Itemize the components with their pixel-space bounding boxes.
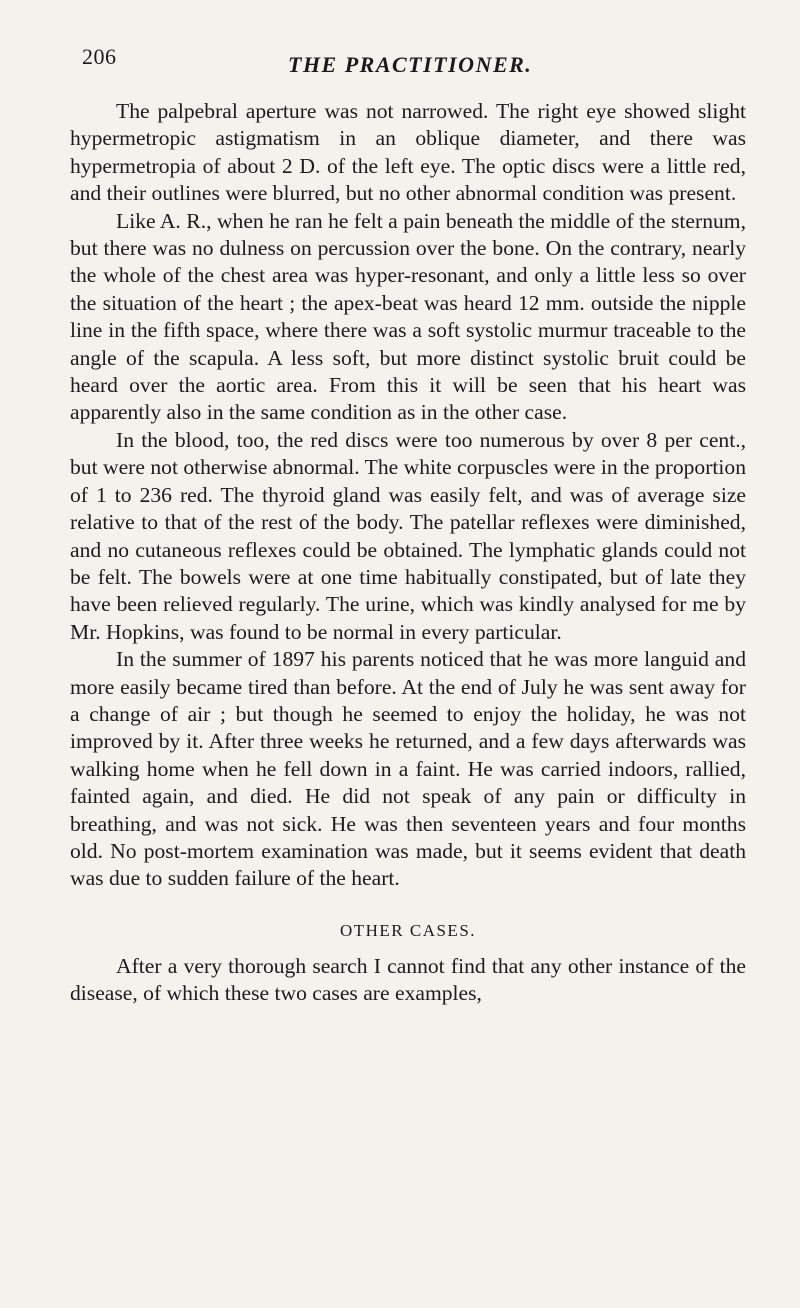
paragraph-patient-history: In the summer of 1897 his parents noticed that he was more languid and more easily became tired than before. At the end of July he was sent away for a change of air ; but though he seemed to enjoy the holiday, he was not improved by it. After three weeks he returned, and a few days afterwards was walking home when he fell down in a faint. He was carried indoors, rallied, fainted again, and died. He did not speak of any pain or difficulty in breathing, and was not sick. He was then seventeen years and four months old. No post-mortem examination was made, but it seems evident that death was due to sudden failure of the heart.: [70, 647, 746, 891]
paragraph-other-cases: After a very thorough search I cannot find that any other instance of the disease, of which these two cases are examples,: [70, 953, 746, 1006]
body-text: [70, 98, 746, 1008]
paragraph-chest-examination: Like A. R., when he ran he felt a pain beneath the middle of the sternum, but there was no dulness on percussion over the bone. On the contrary, nearly the whole of the chest area was hyper-resonant, and only a little less so over the situation of the heart ; the apex-beat was heard 12 mm. outside the nipple line in the fifth space, where there was a soft systolic murmur traceable to the angle of the scapula. A less soft, but more distinct systolic bruit could be heard over the aortic area. From this it will be seen that his heart was apparently also in the same condition as in the other case.: [70, 208, 746, 425]
page-number: 206: [82, 44, 117, 69]
paragraph-blood-findings: In the blood, too, the red discs were too numerous by over 8 per cent., but were not otherwise abnormal. The white corpuscles were in the proportion of 1 to 236 red. The thyroid gland was easily felt, and was of average size relative to that of the rest of the body. The patellar reflexes were diminished, and no cutaneous reflexes could be obtained. The lymphatic glands could not be felt. The bowels were at one time habitually constipated, but of late they have been relieved regularly. The urine, which was kindly analysed for me by Mr. Hopkins, was found to be normal in every particular.: [70, 427, 747, 644]
section-heading: OTHER CASES.: [339, 920, 477, 940]
running-head: THE PRACTITIONER.: [288, 52, 533, 77]
paragraph-eye-examination: The palpebral aperture was not narrowed. The right eye showed slight hypermetropic astigmatism in an oblique diameter, and there was hypermetropia of about 2 D. of the left eye. The optic discs were a little red, and their outlines were blurred, but no other abnormal condition was present.: [70, 99, 746, 206]
